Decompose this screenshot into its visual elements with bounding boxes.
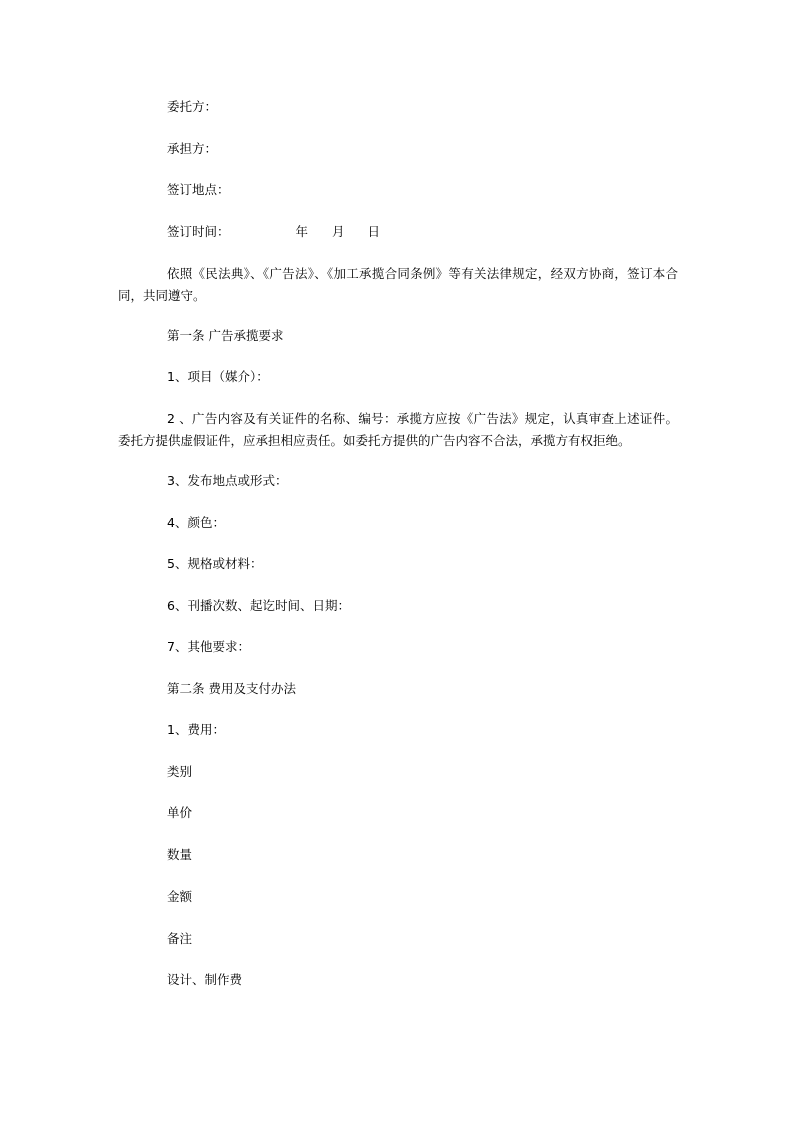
article1-item7: 7、其他要求： [167, 639, 250, 654]
article1-item5: 5、规格或材料： [167, 556, 263, 571]
article2-item1: 1、费用： [167, 722, 225, 737]
year-label: 年 [295, 224, 309, 239]
fee-column-amount: 金额 [167, 889, 193, 904]
article1-item4: 4、颜色： [167, 515, 225, 530]
contractor-label: 承担方： [167, 141, 218, 156]
principal-label: 委托方： [167, 99, 218, 114]
article1-item6: 6、刊播次数、起讫时间、日期： [167, 598, 350, 613]
signing-time-row [167, 224, 380, 240]
article1-item3: 3、发布地点或形式： [167, 473, 288, 488]
article2-title: 第二条 费用及支付办法 [167, 681, 296, 696]
article1-item1: 1、项目（媒介）： [167, 369, 269, 384]
month-label: 月 [332, 224, 345, 239]
article1-item2-paragraph: 2 、广告内容及有关证件的名称、编号：承揽方应按《广告法》规定，认真审查上述证件。委托方提供虚假证件，应承担相应责任。如委托方提供的广告内容不合法，承揽方有权拒绝。 [118, 411, 678, 448]
fee-column-category: 类别 [167, 764, 193, 779]
signing-time-label: 签订时间： [167, 224, 230, 239]
article1-title: 第一条 广告承揽要求 [167, 328, 284, 343]
signing-place-label: 签订地点： [167, 182, 230, 197]
preamble-paragraph: 依照《民法典》、《广告法》、《加工承揽合同条例》等有关法律规定，经双方协商，签订本合同，共同遵守。 [118, 266, 678, 303]
day-label: 日 [367, 224, 381, 239]
fee-column-unit-price: 单价 [167, 805, 193, 820]
fee-column-remarks: 备注 [167, 931, 193, 946]
fee-row-design-production: 设计、制作费 [167, 972, 243, 987]
fee-column-quantity: 数量 [167, 847, 193, 862]
